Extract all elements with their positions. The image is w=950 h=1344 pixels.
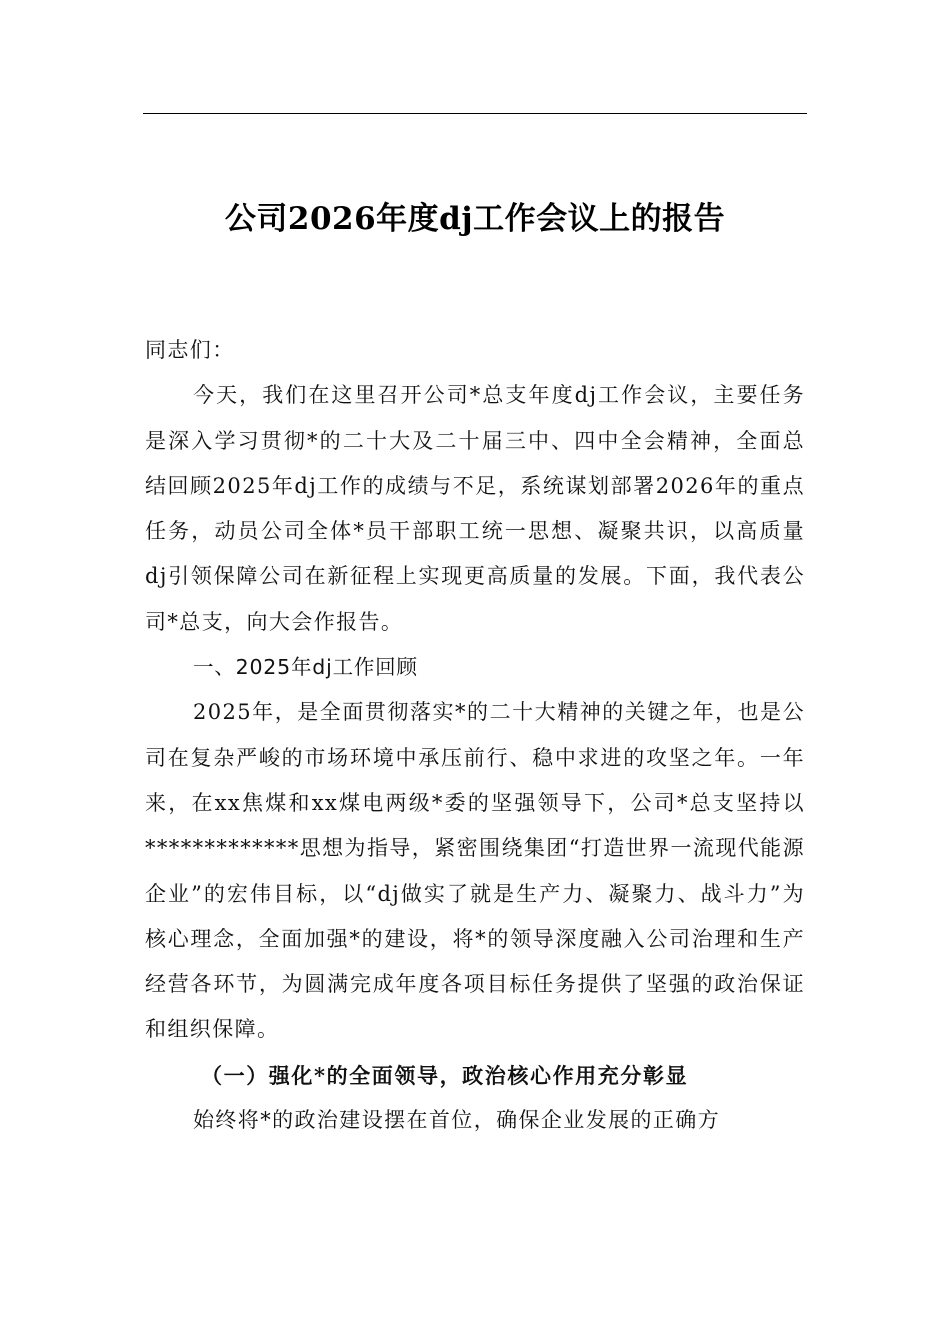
subsection-heading: （一）强化*的全面领导，政治核心作用充分彰显 <box>201 1062 689 1088</box>
subsection-paragraph: 始终将*的政治建设摆在首位，确保企业发展的正确方 <box>193 1108 721 1133</box>
section-paragraph: 2025年，是全面贯彻落实*的二十大精神的关键之年，也是公司在复杂严峻的市场环境中承压前行、稳中求进的攻坚之年。一年来，在xx焦煤和xx煤电两级*委的坚强领导下，公司*总支坚持以*************思想为指导，紧密围绕集团“打造世界一流现代能源企业”的宏伟目标，以“dj做实了就是生产力、凝聚力、战斗力”为核心理念，全面加强*的建设，将*的领导深度融入公司治理和生产经营各环节，为圆满完成年度各项目标任务提供了坚强的政治保证和组织保障。 <box>145 700 805 1042</box>
salutation: 同志们： <box>145 338 235 362</box>
header-rule <box>143 113 807 114</box>
section-heading: 一、2025年dj工作回顾 <box>193 655 418 680</box>
intro-paragraph: 今天，我们在这里召开公司*总支年度dj工作会议，主要任务是深入学习贯彻*的二十大及二十届三中、四中全会精神，全面总结回顾2025年dj工作的成绩与不足，系统谋划部署2026年的重点任务，动员公司全体*员干部职工统一思想、凝聚共识，以高质量dj引领保障公司在新征程上实现更高质量的发展。下面，我代表公司*总支，向大会作报告。 <box>145 383 805 634</box>
document-title: 公司2026年度dj工作会议上的报告 <box>224 201 726 237</box>
document-body <box>145 328 805 1143</box>
